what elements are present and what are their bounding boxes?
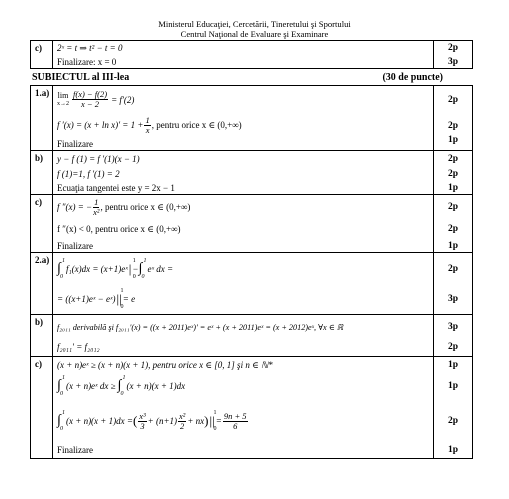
row-label: c) (31, 195, 53, 252)
integral-sign: ∫ 1 0 (117, 375, 126, 397)
points-value: 2p (447, 121, 459, 131)
minus-sign: − (132, 264, 139, 274)
header-center: Centrul Naţional de Evaluare şi Examinare (180, 29, 329, 39)
points-value: 2p (447, 43, 459, 53)
points-value: 1p (447, 240, 459, 251)
points-value: 1p (447, 135, 459, 145)
row-1c (30, 195, 473, 253)
integral-sign: ∫ 1 0 (57, 410, 65, 432)
finalization-line: Finalizare (57, 445, 93, 455)
points-value: 1p (447, 182, 459, 193)
row-1a (30, 85, 473, 151)
row-2c (30, 357, 473, 459)
derivative-head: f ′(x) = (x + ln x)′ = 1 + (57, 120, 144, 130)
evaluation-result: = e (122, 294, 136, 304)
section-title: SUBIECTUL al III-lea (32, 71, 130, 83)
tangent-equation: y − f (1) = f ′(1)(x − 1) (57, 153, 140, 164)
values-line: f (1)=1, f ′(1) = 2 (57, 168, 120, 179)
integral-tail: eˣ dx = (147, 264, 174, 274)
points-value: 2p (447, 168, 459, 179)
row-label: b) (31, 151, 53, 194)
tangent-result: Ecuaţia tangentei este y = 2x − 1 (57, 182, 175, 193)
equality-line: f₂₀₁₁′ = f₂₀₁₂ (57, 342, 100, 352)
section-header (30, 69, 473, 85)
integral-expression: (x + n)(x + 1)dx = (66, 416, 133, 426)
derivative-tail: , pentru orice x ∈ (0,+∞) (151, 119, 242, 130)
evaluation-bar: || 1 0 (116, 288, 124, 310)
finalization-line: Finalizare (57, 240, 93, 251)
inequality-line: (x + n)eˣ ≥ (x + n)(x + 1), pentru orice x ∈ [0, 1] şi n ∈ ℕ* (57, 359, 273, 370)
integral-right: (x + n)(x + 1)dx (126, 381, 186, 391)
integral-computation-line: ∫ 1 0 (x + n)(x + 1)dx = ( $\frac{\text{x³}}{3}$ + (n+1) $\frac{\text{x²}}{2}$ + nx ) || 1 0 = $\frac{9n + 5}{6}$ (57, 410, 247, 432)
second-derivative-head: f ″(x) = − (57, 202, 93, 212)
finalization-line: Finalizare (57, 138, 93, 149)
points-value: 2p (447, 224, 459, 234)
second-derivative-line: f ″(x) = − $\frac{1}{\text{x²}}$ , pentru orice x ∈ (0,+∞) (57, 196, 191, 217)
points-value: 3p (447, 322, 459, 332)
section-points: (30 de puncte) (382, 71, 443, 83)
integral-sign: ∫ 1 0 (57, 258, 65, 280)
header-ministry: Ministerul Educaţiei, Cercetării, Tineretului şi Sportului (158, 19, 351, 29)
row-label: b) (31, 315, 53, 356)
points-value: 3p (447, 57, 459, 67)
row-1b (30, 151, 473, 195)
concavity-line: f ″(x) < 0, pentru orice x ∈ (0,+∞) (57, 223, 181, 234)
evaluation-expression: = ((x+1)eˣ − eˣ) (57, 294, 116, 304)
evaluation-bar: | 1 0 (128, 258, 136, 280)
row-label: 1.a) (31, 86, 53, 150)
integration-by-parts: f₁(x)dx = (x+1)eˣ (66, 264, 128, 274)
points-value: 2p (447, 416, 459, 426)
row-label: 2.a) (31, 253, 53, 314)
points-value: 2p (447, 94, 459, 105)
integral-inequality-line (57, 373, 433, 399)
evaluation-bar: || 1 0 (209, 410, 217, 432)
points-value: 3p (447, 294, 459, 304)
derivative-line: f ′(x) = (x + ln x)′ = 1 + $\frac{1}{x}$ , pentru orice x ∈ (0,+∞) (57, 114, 242, 135)
points-value: 1p (447, 381, 459, 391)
points-value: 1p (447, 360, 459, 370)
limit-tail: = f′(2) (111, 94, 135, 105)
limit-line: lim x→2 $\frac{f(x) - f(2)}{x - 2}$ = f′(2) (57, 89, 135, 109)
points-value: 1p (447, 445, 459, 455)
row-2a (30, 253, 473, 315)
grading-table (30, 40, 473, 459)
row-label: c) (31, 41, 53, 68)
row-c-top (30, 40, 473, 69)
points-value: 2p (447, 264, 459, 274)
points-value: 2p (447, 202, 459, 212)
row-2b (30, 315, 473, 357)
integral-sign: ∫ 1 0 (138, 258, 147, 280)
second-derivative-tail: , pentru orice x ∈ (0,+∞) (100, 201, 191, 212)
integration-line (57, 253, 433, 285)
evaluation-line (57, 285, 433, 313)
integral-sign: ∫ 1 0 (57, 375, 65, 397)
points-value: 2p (447, 153, 459, 164)
finalization-line: Finalizare: x = 0 (57, 57, 117, 67)
points-value: 2p (447, 342, 459, 352)
derivative-line: f₂₀₁₁ derivabilă şi f₂₀₁₁′(x) = ((x + 2011)eˣ)′ = eˣ + (x + 2011)eˣ = (x + 2012)eˣ, ∀x ∈ ℝ (57, 323, 344, 332)
integral-left: (x + n)eˣ dx ≥ (66, 381, 116, 391)
row-label: c) (31, 357, 53, 458)
equals-sign: = (215, 416, 222, 426)
equation-line: 2ˣ = t ⇒ t² − t = 0 (57, 42, 123, 53)
